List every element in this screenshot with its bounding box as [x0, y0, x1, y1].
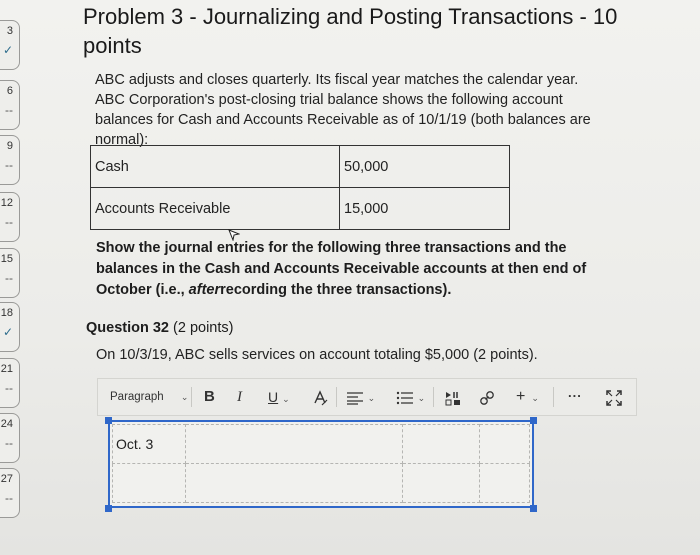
underline-button[interactable] — [268, 379, 290, 415]
nav-item[interactable] — [0, 358, 20, 408]
chevron-down-icon: ⌄ — [180, 392, 189, 402]
nav-item[interactable] — [0, 192, 20, 242]
nav-number: 12 — [0, 197, 13, 209]
nav-number: 15 — [0, 253, 13, 265]
instruction-emphasis: after — [188, 282, 221, 298]
underline-label: U — [268, 389, 279, 405]
nav-item[interactable] — [0, 302, 20, 352]
account-name: Cash — [91, 146, 340, 188]
resize-handle[interactable] — [530, 417, 537, 424]
chevron-down-icon: ⌄ — [367, 393, 376, 403]
unanswered-dash-icon: -- — [5, 158, 13, 172]
nav-number: 27 — [0, 473, 13, 485]
text-color-icon[interactable] — [312, 379, 328, 415]
chevron-down-icon: ⌄ — [531, 393, 539, 403]
instruction-main: Show the journal entries for the following three transactions and the balances in the Cash and Accounts Receivable accounts at then end of October (i.e., — [96, 240, 587, 298]
question-label: Question 32 — [86, 320, 169, 336]
table-row — [91, 188, 510, 230]
media-icon[interactable] — [445, 379, 461, 415]
answered-check-icon: ✓ — [2, 325, 13, 339]
nav-item[interactable] — [0, 80, 20, 130]
unanswered-dash-icon: -- — [5, 103, 13, 117]
account-name: Accounts Receivable — [91, 188, 340, 230]
nav-number: 24 — [0, 418, 13, 430]
table-row — [91, 146, 510, 188]
answer-cell[interactable] — [403, 425, 480, 464]
instructions — [96, 238, 616, 301]
resize-handle[interactable] — [105, 417, 112, 424]
unanswered-dash-icon: -- — [5, 436, 13, 450]
answer-cell[interactable] — [480, 464, 530, 503]
insert-more-label: + — [516, 388, 526, 405]
unanswered-dash-icon: -- — [5, 491, 13, 505]
editor-toolbar — [97, 378, 637, 416]
answer-cell[interactable]: Oct. 3 — [113, 425, 186, 464]
nav-number: 21 — [0, 363, 13, 375]
fullscreen-icon[interactable] — [606, 379, 622, 415]
balances-table — [90, 145, 510, 230]
nav-item[interactable] — [0, 413, 20, 463]
answer-cell[interactable] — [113, 464, 186, 503]
paragraph-label: Paragraph — [110, 391, 164, 403]
nav-number: 18 — [0, 307, 13, 319]
unanswered-dash-icon: -- — [5, 271, 13, 285]
answer-cell[interactable] — [186, 464, 403, 503]
nav-item[interactable] — [0, 468, 20, 518]
nav-item[interactable] — [0, 20, 20, 70]
answer-cell[interactable] — [480, 425, 530, 464]
problem-title: Problem 3 - Journalizing and Posting Transactions - 10 points — [83, 4, 618, 58]
account-amount: 15,000 — [340, 188, 510, 230]
table-row — [113, 464, 530, 503]
nav-number: 9 — [6, 140, 13, 152]
table-row — [113, 425, 530, 464]
resize-handle[interactable] — [530, 505, 537, 512]
unanswered-dash-icon: -- — [5, 381, 13, 395]
toolbar-divider — [553, 387, 554, 407]
toolbar-divider — [336, 387, 337, 407]
nav-item[interactable] — [0, 248, 20, 298]
toolbar-divider — [433, 387, 434, 407]
instruction-tail: recording the three transactions). — [220, 282, 452, 298]
nav-number: 3 — [6, 25, 13, 37]
bold-button[interactable]: B — [204, 388, 215, 405]
account-amount: 50,000 — [340, 146, 510, 188]
nav-item[interactable] — [0, 135, 20, 185]
problem-intro: ABC adjusts and closes quarterly. Its fiscal year matches the calendar year. ABC Corporation's post-closing trial balance shows the following account balances for Cash and Accounts Receivable as of 10/1/19 (both balances are normal): — [95, 72, 591, 148]
question-heading — [86, 320, 233, 336]
answer-table[interactable] — [112, 424, 530, 503]
chevron-down-icon: ⌄ — [282, 394, 290, 404]
more-options-button[interactable]: ... — [568, 385, 582, 400]
link-icon[interactable] — [479, 379, 495, 415]
question-text: On 10/3/19, ABC sells services on account totaling $5,000 (2 points). — [96, 347, 538, 363]
resize-handle[interactable] — [105, 505, 112, 512]
unanswered-dash-icon: -- — [5, 215, 13, 229]
chevron-down-icon: ⌄ — [417, 393, 426, 403]
toolbar-divider — [191, 387, 192, 407]
italic-button[interactable]: I — [237, 389, 242, 405]
list-icon[interactable] — [396, 379, 425, 415]
answer-cell[interactable] — [186, 425, 403, 464]
answered-check-icon: ✓ — [2, 43, 13, 57]
paragraph-format-select[interactable] — [110, 379, 188, 415]
question-navigator — [0, 0, 22, 555]
question-points: (2 points) — [169, 320, 234, 336]
insert-more-button[interactable] — [516, 379, 539, 415]
nav-number: 6 — [6, 85, 13, 97]
answer-editor[interactable] — [108, 420, 534, 508]
answer-cell[interactable] — [403, 464, 480, 503]
align-icon[interactable] — [346, 379, 375, 415]
